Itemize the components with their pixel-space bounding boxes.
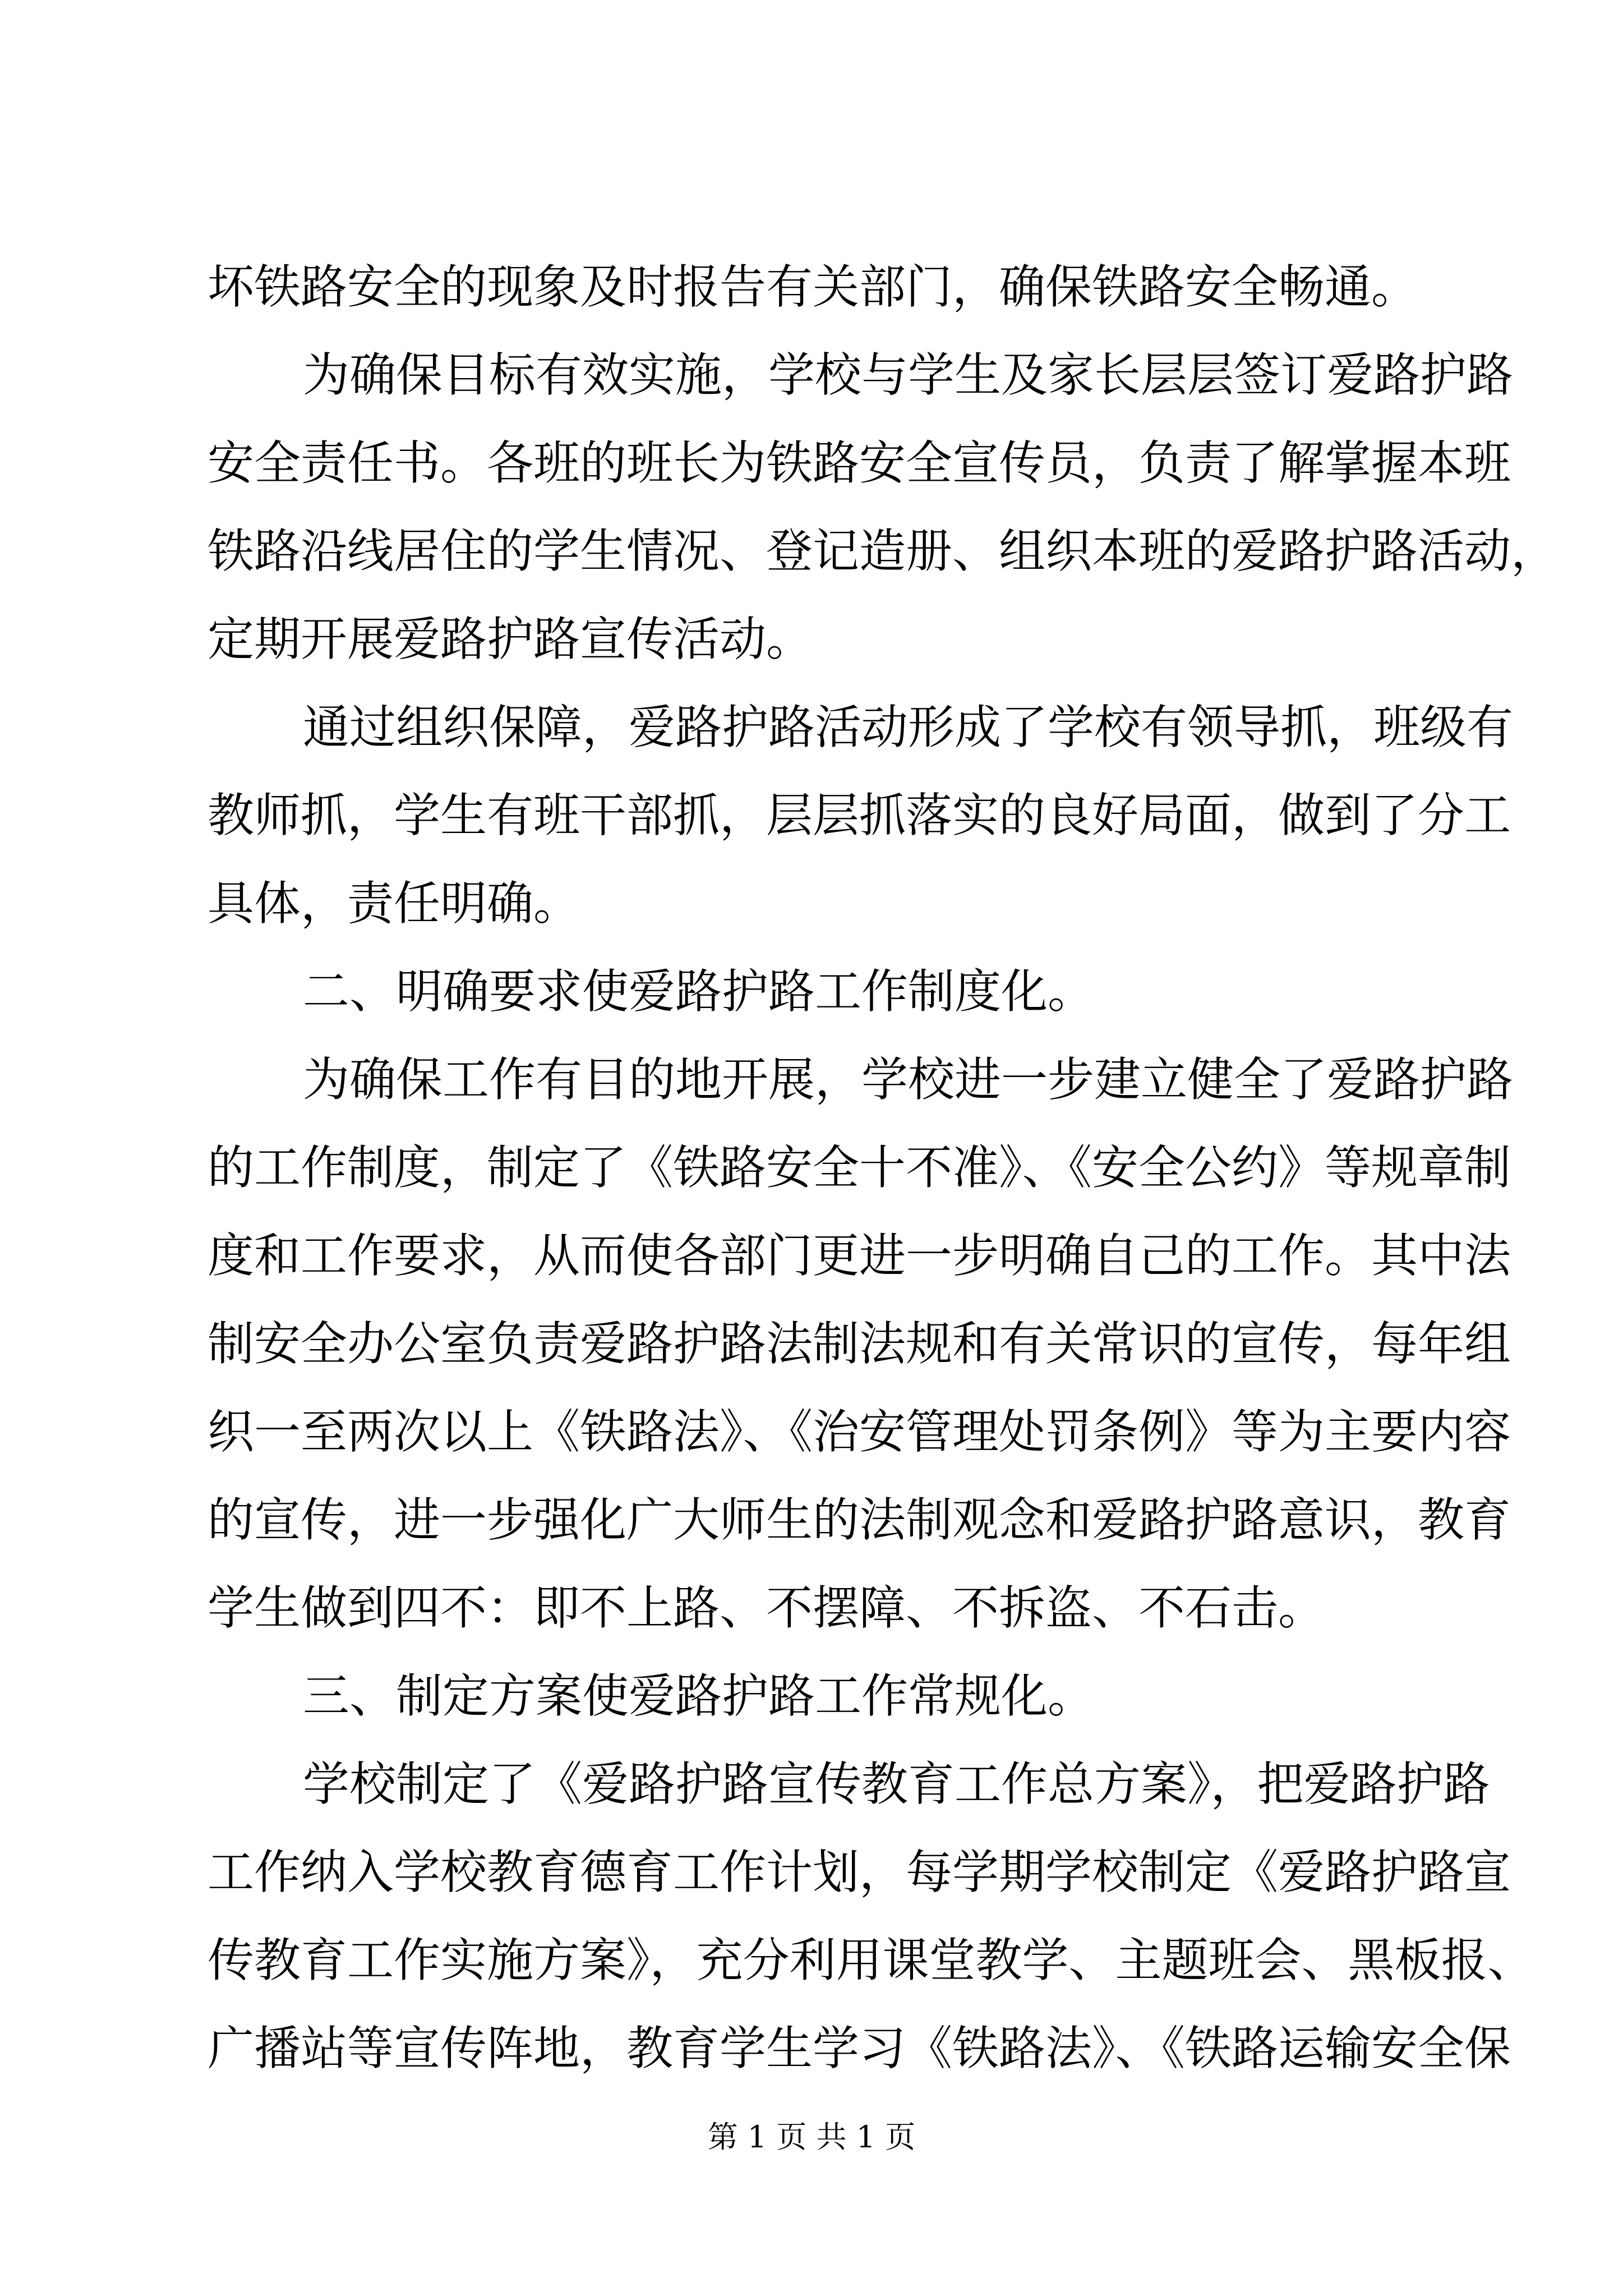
paragraph — [208, 683, 1513, 947]
paragraph — [208, 243, 1436, 331]
paragraph-line: 二、明确要求使爱路护路工作制度化。 — [303, 964, 1094, 1019]
paragraph-line: 安全责任书。各班的班长为铁路安全宣传员，负责了解掌握本班 — [208, 436, 1511, 490]
paragraph-line: 为确保工作有目的地开展，学校进一步建立健全了爱路护路 — [303, 1052, 1513, 1107]
paragraph-line: 学校制定了《爱路护路宣传教育工作总方案》，把爱路护路 — [303, 1757, 1490, 1811]
paragraph-line: 的工作制度，制定了《铁路安全十不准》、《安全公约》等规章制 — [208, 1140, 1511, 1195]
paragraph-line: 坏铁路安全的现象及时报告有关部门，确保铁路安全畅通。 — [208, 260, 1418, 314]
paragraph — [208, 1652, 1436, 1740]
paragraph — [208, 947, 1436, 1036]
document-body — [208, 243, 1557, 2092]
page-footer: 第 1 页 共 1 页 — [707, 2119, 916, 2155]
paragraph-line: 定期开展爱路护路宣传活动。 — [208, 612, 813, 666]
paragraph-line: 工作纳入学校教育德育工作计划，每学期学校制定《爱路护路宣 — [208, 1845, 1511, 1899]
paragraph-line: 的宣传，进一步强化广大师生的法制观念和爱路护路意识，教育 — [208, 1493, 1511, 1547]
paragraph — [208, 1036, 1513, 1652]
paragraph-line: 为确保目标有效实施，学校与学生及家长层层签订爱路护路 — [303, 348, 1513, 402]
paragraph — [208, 1740, 1534, 2092]
paragraph-line: 度和工作要求，从而使各部门更进一步明确自己的工作。其中法 — [208, 1228, 1511, 1283]
paragraph-line: 铁路沿线居住的学生情况、登记造册、组织本班的爱路护路活动， — [208, 524, 1557, 578]
paragraph-line: 三、制定方案使爱路护路工作常规化。 — [303, 1669, 1094, 1723]
paragraph-line: 学生做到四不：即不上路、不摆障、不拆盗、不石击。 — [208, 1581, 1325, 1635]
paragraph — [208, 331, 1557, 683]
paragraph-line: 具体，责任明确。 — [208, 876, 580, 931]
paragraph-line: 传教育工作实施方案》，充分利用课堂教学、主题班会、黑板报、 — [208, 1933, 1534, 1987]
paragraph-line: 教师抓，学生有班干部抓，层层抓落实的良好局面，做到了分工 — [208, 788, 1511, 843]
paragraph-line: 织一至两次以上《铁路法》、《治安管理处罚条例》等为主要内容 — [208, 1405, 1511, 1459]
paragraph-line: 制安全办公室负责爱路护路法制法规和有关常识的宣传，每年组 — [208, 1317, 1511, 1371]
paragraph-line: 广播站等宣传阵地，教育学生学习《铁路法》、《铁路运输安全保 — [208, 2021, 1511, 2076]
paragraph-line: 通过组织保障，爱路护路活动形成了学校有领导抓，班级有 — [303, 700, 1513, 754]
